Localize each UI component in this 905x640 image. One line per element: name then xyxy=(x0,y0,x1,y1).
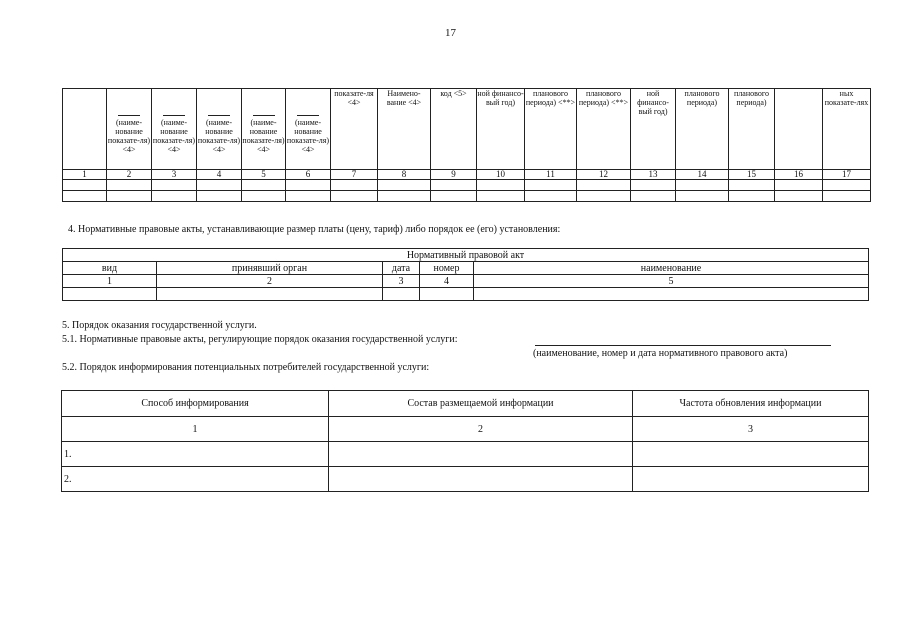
empty-cell xyxy=(823,191,871,202)
col-number: 14 xyxy=(676,170,729,180)
empty-cell xyxy=(633,442,869,467)
header-sub-cell: (наиме-нование показате-ля) <4> xyxy=(197,89,242,170)
empty-cell xyxy=(676,191,729,202)
section4-heading: 4. Нормативные правовые акты, устанавливающие размер платы (цену, тариф) либо порядок ее (его) установления: xyxy=(68,224,561,235)
empty-cell xyxy=(676,180,729,191)
empty-cell xyxy=(729,191,775,202)
header-cell: ной финансо-вый год) xyxy=(631,89,676,170)
col-number: 13 xyxy=(631,170,676,180)
empty-cell xyxy=(729,180,775,191)
empty-cell xyxy=(775,180,823,191)
empty-cell xyxy=(631,180,676,191)
section51-text: 5.1. Нормативные правовые акты, регулирующие порядок оказания государственной услуги: xyxy=(62,334,458,345)
col-number: 2 xyxy=(107,170,152,180)
empty-cell xyxy=(329,442,633,467)
col-header: наименование xyxy=(474,262,869,275)
empty-cell xyxy=(63,180,107,191)
empty-cell xyxy=(331,191,378,202)
empty-cell xyxy=(331,180,378,191)
col-number: 10 xyxy=(477,170,525,180)
col-number: 3 xyxy=(383,275,420,288)
empty-cell xyxy=(63,288,157,301)
empty-cell xyxy=(775,191,823,202)
empty-cell xyxy=(577,191,631,202)
col-number: 12 xyxy=(577,170,631,180)
col-number: 9 xyxy=(431,170,477,180)
empty-cell xyxy=(631,191,676,202)
empty-cell xyxy=(329,467,633,492)
col-number: 3 xyxy=(152,170,197,180)
col-number: 5 xyxy=(242,170,286,180)
col-number: 15 xyxy=(729,170,775,180)
indicators-table xyxy=(62,88,871,202)
section51-caption: (наименование, номер и дата нормативного правового акта) xyxy=(533,348,788,359)
col-number: 3 xyxy=(633,417,869,442)
empty-cell xyxy=(378,191,431,202)
empty-cell xyxy=(577,180,631,191)
col-number: 4 xyxy=(197,170,242,180)
col-header: номер xyxy=(420,262,474,275)
empty-cell xyxy=(197,180,242,191)
section52-text: 5.2. Порядок информирования потенциальных потребителей государственной услуги: xyxy=(62,362,430,373)
empty-cell xyxy=(242,180,286,191)
empty-cell xyxy=(383,288,420,301)
empty-cell xyxy=(525,180,577,191)
header-cell: планового периода) xyxy=(676,89,729,170)
page-number: 17 xyxy=(445,27,456,39)
col-header: вид xyxy=(63,262,157,275)
col-number: 2 xyxy=(157,275,383,288)
header-cell: планового периода) <**> xyxy=(525,89,577,170)
header-cell: Наимено-вание <4> xyxy=(378,89,431,170)
col-number: 1 xyxy=(63,275,157,288)
header-cell: ных показате-лях xyxy=(823,89,871,170)
col-header: Частота обновления информации xyxy=(633,391,869,417)
informing-table xyxy=(61,390,869,492)
col-header: Способ информирования xyxy=(62,391,329,417)
table-title: Нормативный правовой акт xyxy=(63,249,869,262)
empty-cell xyxy=(477,191,525,202)
header-sub-cell: (наиме-нование показате-ля) <4> xyxy=(242,89,286,170)
col-header: принявший орган xyxy=(157,262,383,275)
empty-cell xyxy=(152,180,197,191)
empty-cell xyxy=(197,191,242,202)
header-cell: показате-ля <4> xyxy=(331,89,378,170)
col-header: Состав размещаемой информации xyxy=(329,391,633,417)
row-label: 1. xyxy=(62,442,329,467)
empty-cell xyxy=(242,191,286,202)
col-number: 1 xyxy=(63,170,107,180)
col-number: 1 xyxy=(62,417,329,442)
col-header: дата xyxy=(383,262,420,275)
empty-cell xyxy=(286,191,331,202)
header-sub-cell: (наиме-нование показате-ля) <4> xyxy=(286,89,331,170)
col-number: 16 xyxy=(775,170,823,180)
empty-cell xyxy=(420,288,474,301)
empty-cell xyxy=(63,191,107,202)
col-number: 17 xyxy=(823,170,871,180)
header-cell xyxy=(775,89,823,170)
header-sub-cell: (наиме-нование показате-ля) <4> xyxy=(152,89,197,170)
header-cell: ной финансо-вый год) xyxy=(477,89,525,170)
empty-cell xyxy=(107,180,152,191)
header-cell xyxy=(63,89,107,170)
empty-cell xyxy=(157,288,383,301)
empty-cell xyxy=(431,191,477,202)
legal-acts-table xyxy=(62,248,869,301)
empty-cell xyxy=(474,288,869,301)
header-sub-cell: (наиме-нование показате-ля) <4> xyxy=(107,89,152,170)
empty-cell xyxy=(525,191,577,202)
col-number: 5 xyxy=(474,275,869,288)
row-label: 2. xyxy=(62,467,329,492)
header-cell: планового периода) <**> xyxy=(577,89,631,170)
empty-cell xyxy=(823,180,871,191)
col-number: 8 xyxy=(378,170,431,180)
empty-cell xyxy=(286,180,331,191)
empty-cell xyxy=(107,191,152,202)
empty-cell xyxy=(633,467,869,492)
fill-in-line xyxy=(535,345,831,346)
empty-cell xyxy=(477,180,525,191)
section5-heading: 5. Порядок оказания государственной услуги. xyxy=(62,320,257,331)
empty-cell xyxy=(152,191,197,202)
header-cell: планового периода) xyxy=(729,89,775,170)
col-number: 11 xyxy=(525,170,577,180)
header-cell: код <5> xyxy=(431,89,477,170)
col-number: 7 xyxy=(331,170,378,180)
empty-cell xyxy=(431,180,477,191)
col-number: 6 xyxy=(286,170,331,180)
empty-cell xyxy=(378,180,431,191)
col-number: 2 xyxy=(329,417,633,442)
col-number: 4 xyxy=(420,275,474,288)
